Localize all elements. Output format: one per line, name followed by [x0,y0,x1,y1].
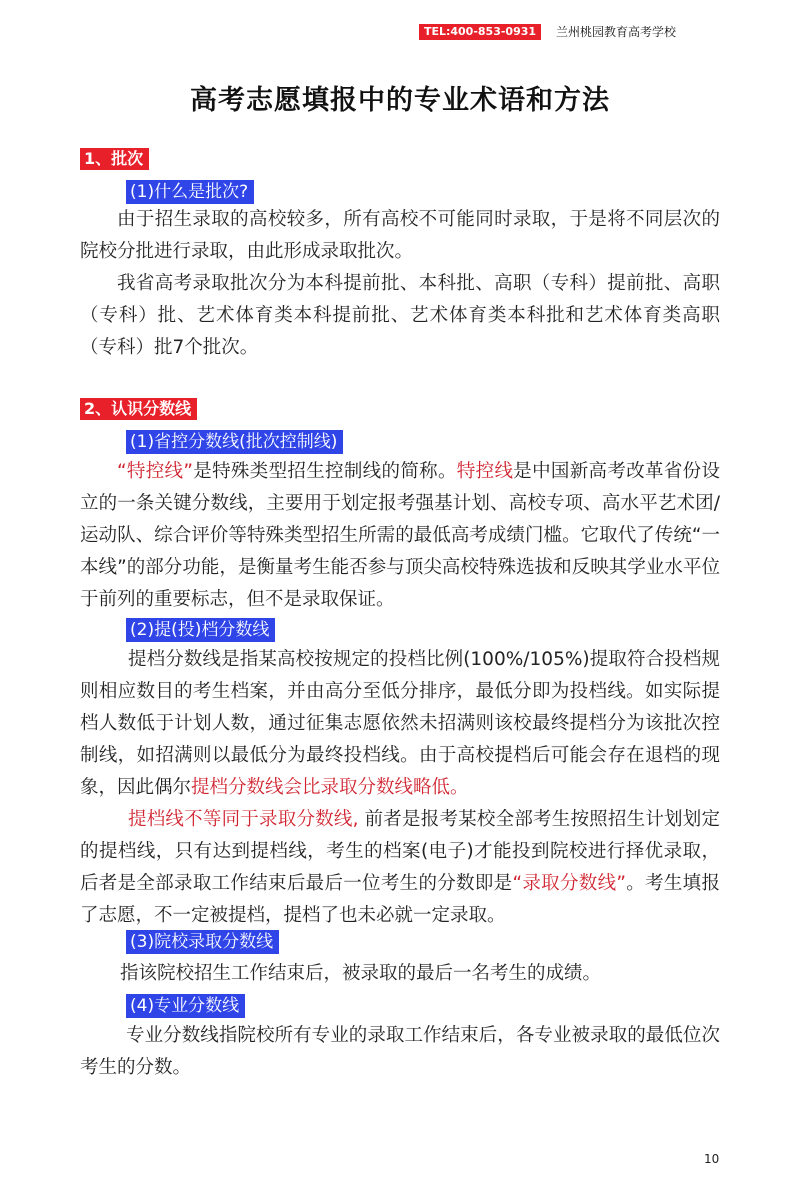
paragraph-batch-intro: 由于招生录取的高校较多，所有高校不可能同时录取，于是将不同层次的院校分批进行录取，由此形成录取批次。 [80,209,720,262]
red-text-admission-line: “录取分数线” [512,873,626,894]
school-name: 兰州桃园教育高考学校 [556,25,677,39]
subheading-provincial-line: (1)省控分数线(批次控制线) [126,430,343,454]
paragraph-major-line: 专业分数线指院校所有专业的录取工作结束后，各专业被录取的最低位次考生的分数。 [80,1025,720,1078]
subheading-filing-line: (2)提(投)档分数线 [126,618,275,642]
red-text-not-equal: 提档线不等同于录取分数线, [128,809,359,830]
paragraph-special-line: “特控线”是特殊类型招生控制线的简称。特控线是中国新高考改革省份设立的一条关键分数线，主要用于划定报考强基计划、高校专项、高水平艺术团/运动队、综合评价等特殊类型招生所需的最低高考成绩门槛。它取代了传统“一本线”的部分功能，是衡量考生能否参与顶尖高校特殊选拔和反映其学业水平位于前列的重要标志，但不是录取保证。 [80,461,720,610]
phone-badge: TEL:400-853-0931 [419,24,541,40]
page-title: 高考志愿填报中的专业术语和方法 [190,85,610,116]
red-text-special-line: “特控线” [117,461,193,482]
paragraph-batch-list: 我省高考录取批次分为本科提前批、本科批、高职（专科）提前批、高职（专科）批、艺术体育类本科提前批、艺术体育类本科批和艺术体育类高职（专科）批7个批次。 [80,273,720,358]
paragraph-college-line: 指该院校招生工作结束后，被录取的最后一名考生的成绩。 [120,963,602,984]
red-text-filing-lower: 提档分数线会比录取分数线略低。 [191,777,469,798]
red-text-special-line-2: 特控线 [456,461,514,482]
page-number: 10 [704,1152,720,1166]
section-heading-batch: 1、批次 [80,148,149,170]
subheading-major-line: (4)专业分数线 [126,994,245,1018]
subheading-college-line: (3)院校录取分数线 [126,930,279,954]
paragraph-filing-vs-admission: 提档线不等同于录取分数线, 前者是报考某校全部考生按照招生计划划定的提档线，只有达到提档线，考生的档案(电子)才能投到院校进行择优录取，后者是全部录取工作结束后最后一位考生的分数即是“录取分数线”。考生填报了志愿，不一定被提档，提档了也未必就一定录取。 [80,809,720,926]
section-heading-score-lines: 2、认识分数线 [80,398,197,420]
subheading-what-is-batch: (1)什么是批次? [126,180,254,204]
paragraph-filing-line: 提档分数线是指某高校按规定的投档比例(100%/105%)提取符合投档规则相应数目的考生档案，并由高分至低分排序，最低分即为投档线。如实际提档人数低于计划人数，通过征集志愿依然未招满则该校最终提档分为该批次控制线，如招满则以最低分为最终投档线。由于高校提档后可能会存在退档的现象，因此偶尔提档分数线会比录取分数线略低。 [80,649,720,798]
page-header [0,24,800,44]
